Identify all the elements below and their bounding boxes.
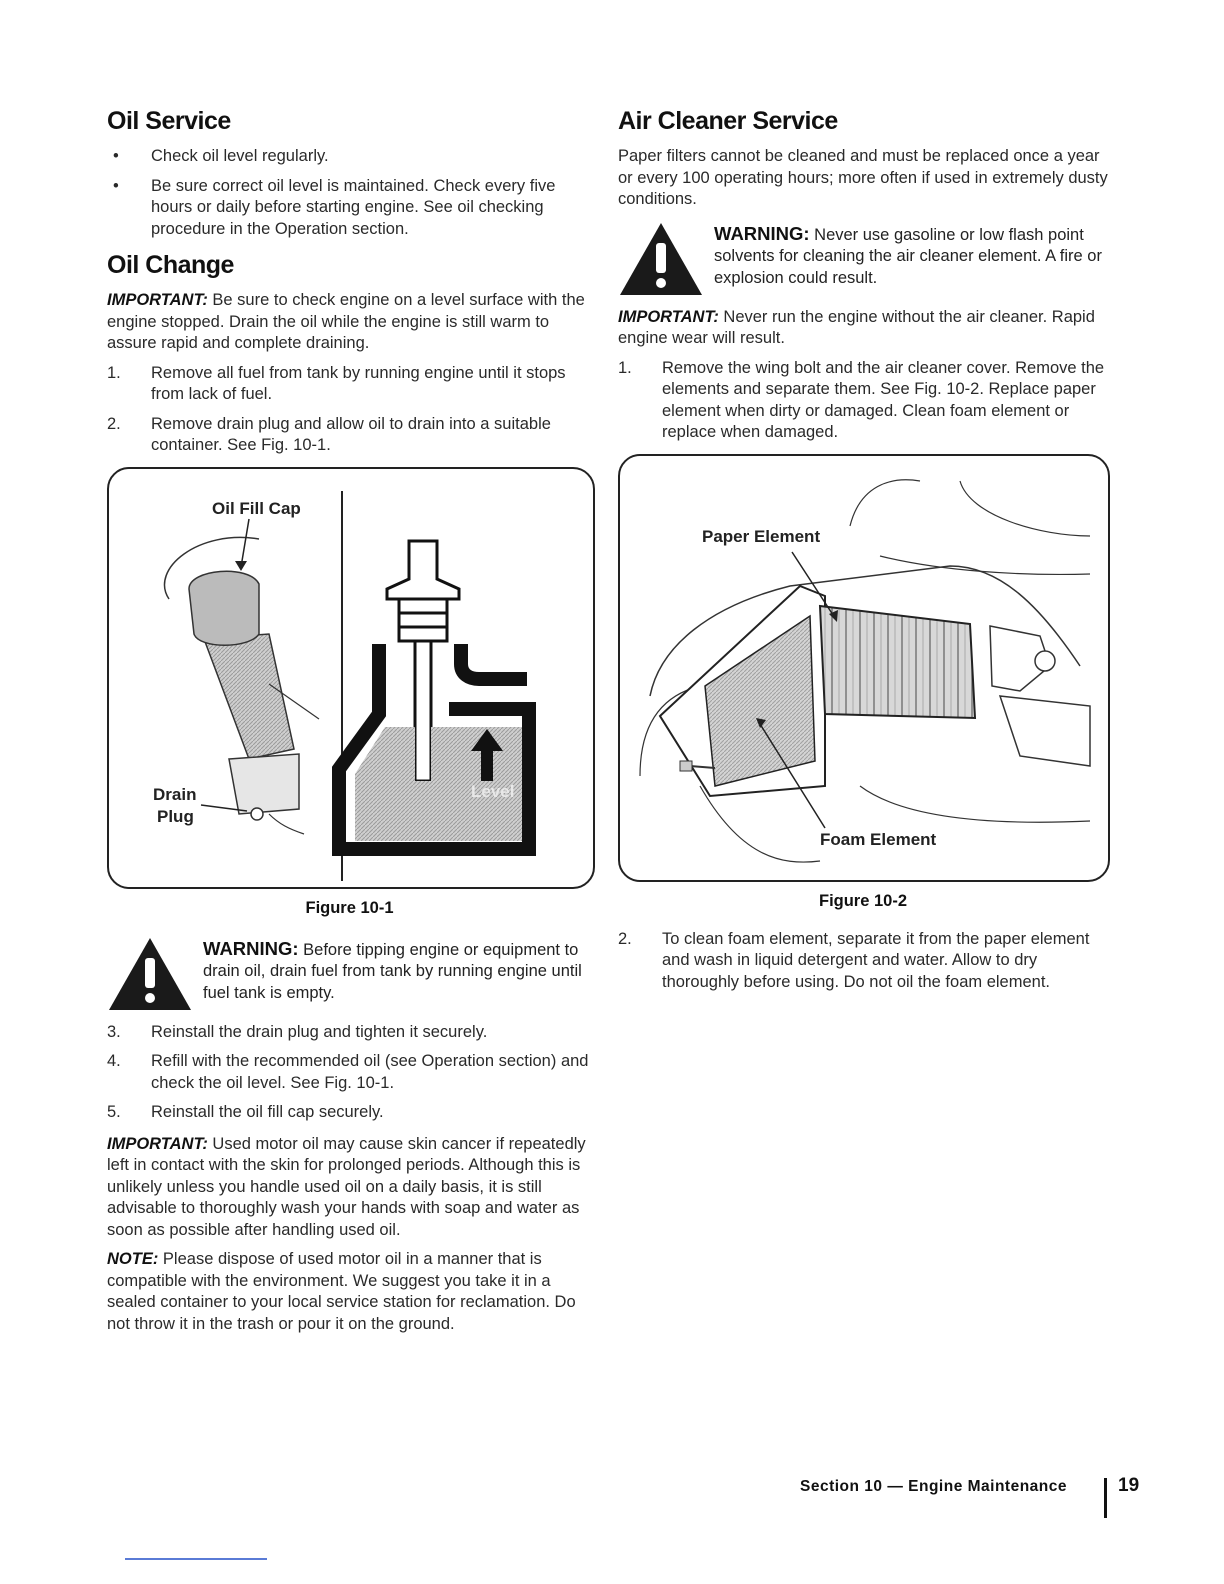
air-cleaner-intro: Paper filters cannot be cleaned and must be replaced once a year or every 100 operating hours; more often if used in extremely dusty conditions.	[618, 147, 1108, 208]
figure-10-1-caption: Figure 10-1	[305, 898, 394, 917]
warning-label: WARNING:	[714, 222, 810, 244]
step-item: 5. Reinstall the oil fill cap securely.	[107, 1103, 384, 1121]
step-item: 2. To clean foam element, separate it from the paper element and wash in liquid detergent and water. Allow to dry thoroughly before using. Do not oil the foam element.	[618, 929, 1090, 991]
plug-label: Plug	[157, 806, 194, 826]
oil-change-warning: WARNING: Before tipping engine or equipment to drain oil, drain fuel from tank by running engine until fuel tank is empty.	[107, 936, 592, 1012]
list-item: • Check oil level regularly.	[113, 147, 329, 165]
oil-change-steps-a	[107, 363, 592, 457]
figure-10-2	[618, 454, 1110, 882]
warning-triangle-icon	[107, 936, 193, 1012]
level-label: Level	[471, 781, 515, 801]
note-paragraph: NOTE: Please dispose of used motor oil in a manner that is compatible with the environment. We suggest you take it in a sealed container to your local service station for reclamation. Do not throw it in the trash or pour it on the ground.	[107, 1250, 576, 1333]
oil-fill-diagram	[109, 469, 593, 887]
air-cleaner-warning: WARNING: Never use gasoline or low flash point solvents for cleaning the air cleaner element. A fire or explosion could result.	[618, 221, 1108, 297]
step-item: 3. Reinstall the drain plug and tighten it securely.	[107, 1022, 488, 1041]
step-item: 2. Remove drain plug and allow oil to drain into a suitable container. See Fig. 10-1.	[107, 414, 551, 454]
foam-element-label: Foam Element	[820, 829, 937, 849]
air-cleaner-steps-a	[618, 358, 1108, 444]
drain-label: Drain	[153, 784, 197, 804]
figure-10-1	[107, 467, 595, 889]
oil-fill-cap-label: Oil Fill Cap	[212, 498, 301, 518]
step-item: 1. Remove the wing bolt and the air cleaner cover. Remove the elements and separate them. See Fig. 10-2. Replace paper element when dirty or damaged. Clean foam element or replace when damaged.	[618, 358, 1105, 441]
warning-label: WARNING:	[203, 937, 299, 959]
important-paragraph: IMPORTANT: Be sure to check engine on a level surface with the engine stopped. Drain the oil while the engine is still warm to assure rapid and complete draining.	[107, 291, 585, 352]
left-column	[107, 100, 592, 1343]
warning-triangle-icon	[618, 221, 704, 297]
oil-change-heading: Oil Change	[107, 251, 234, 279]
step-item: 4. Refill with the recommended oil (see Operation section) and check the oil level. See Fig. 10-1.	[107, 1052, 589, 1092]
right-column	[618, 100, 1108, 1003]
step-item: 1. Remove all fuel from tank by running engine until it stops from lack of fuel.	[107, 363, 566, 403]
section-title: Section 10 — Engine Maintenance	[800, 1478, 1068, 1495]
page-number: 19	[1118, 1475, 1140, 1496]
bottom-link-underline	[125, 1558, 267, 1560]
air-cleaner-diagram	[620, 456, 1108, 880]
page-footer	[800, 1475, 1140, 1518]
oil-service-list	[107, 146, 592, 240]
paper-element-label: Paper Element	[702, 526, 821, 546]
footer-divider	[1104, 1478, 1107, 1518]
air-cleaner-heading: Air Cleaner Service	[618, 107, 838, 135]
air-cleaner-steps-b	[618, 929, 1108, 994]
oil-service-heading: Oil Service	[107, 107, 231, 135]
figure-10-2-caption: Figure 10-2	[818, 891, 908, 910]
important-paragraph: IMPORTANT: Never run the engine without the air cleaner. Rapid engine wear will result.	[618, 307, 1095, 347]
important-paragraph-2: IMPORTANT: Used motor oil may cause skin cancer if repeatedly left in contact with the skin for prolonged periods. Although this is unlikely unless you handle used oil on a daily basis, it is still advisable to thoroughly wash your hands with soap and water as soon as possible after handling used oil.	[107, 1134, 586, 1239]
list-item: • Be sure correct oil level is maintained. Check every five hours or daily before starting engine. See oil checking procedure in the Operation section.	[113, 176, 556, 238]
oil-change-steps-b	[107, 1022, 592, 1124]
